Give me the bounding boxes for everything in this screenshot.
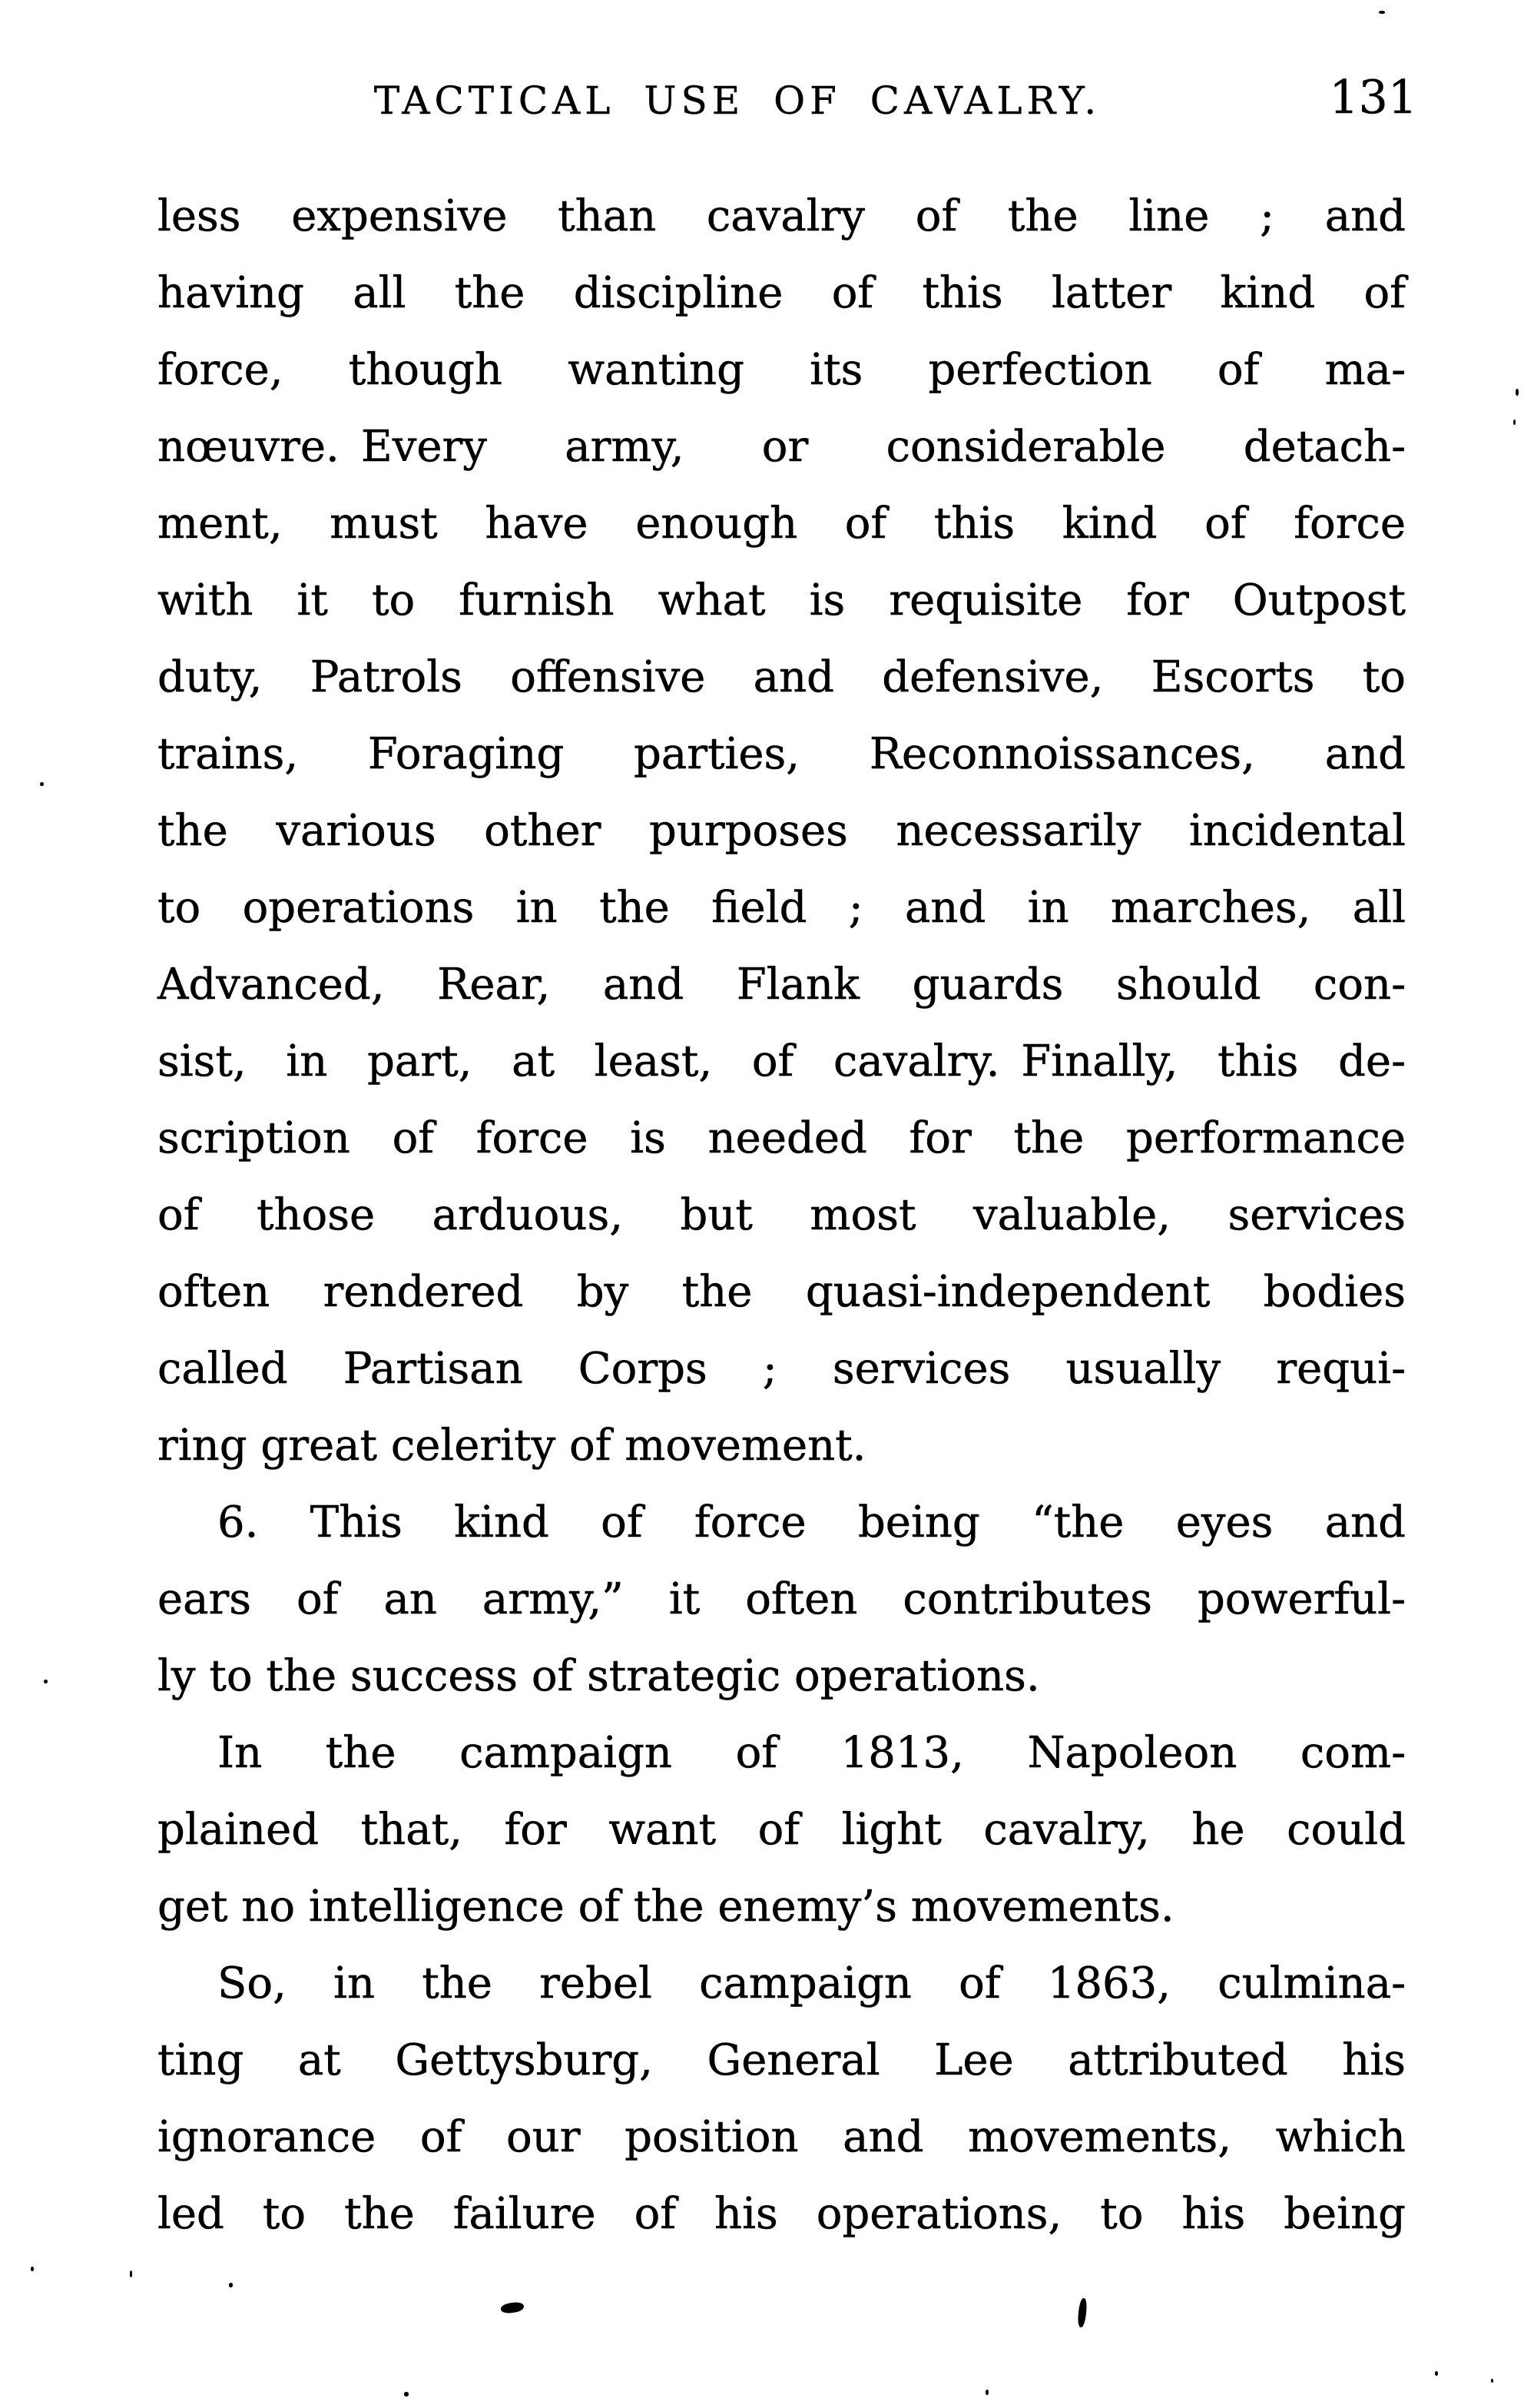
scan-speck: [130, 2270, 132, 2277]
scan-speck: [1379, 11, 1385, 14]
scan-speck: [1491, 2379, 1493, 2383]
page-number: 131: [1329, 71, 1417, 124]
page-header: [157, 71, 1417, 128]
text-line: ly to the success of strategic operations.: [157, 1651, 1040, 1701]
text-line: having all the discipline of this latter kind of: [157, 268, 1406, 318]
scan-speck: [1513, 420, 1516, 425]
text-line: of those arduous, but most valuable, services: [157, 1190, 1406, 1240]
text-line: nœuvre. Every army, or considerable detach-: [157, 422, 1406, 472]
text-line: less expensive than cavalry of the line ; and: [157, 191, 1406, 241]
text-line: force, though wanting its perfection of ma-: [157, 345, 1406, 395]
text-line: trains, Foraging parties, Reconnoissances, and: [157, 729, 1406, 779]
text-line: sist, in part, at least, of cavalry. Finally, this de-: [157, 1037, 1406, 1086]
scan-speck: [1435, 2371, 1438, 2376]
scan-speck: [31, 2267, 34, 2271]
text-line: get no intelligence of the enemy’s movements.: [157, 1882, 1175, 1932]
text-line: led to the failure of his operations, to his being: [157, 2189, 1406, 2239]
text-line: Advanced, Rear, and Flank guards should con-: [157, 960, 1406, 1010]
scan-speck: [986, 2390, 989, 2395]
text-line: So, in the rebel campaign of 1863, culmina-: [217, 1959, 1406, 2008]
scan-speck: [44, 1680, 48, 1683]
text-line: the various other purposes necessarily incidental: [157, 806, 1406, 856]
text-line: to operations in the field ; and in marches, all: [157, 883, 1406, 933]
body-text: [157, 178, 1406, 2253]
text-line: ment, must have enough of this kind of force: [157, 499, 1406, 549]
text-line: 6. This kind of force being “the eyes and: [217, 1498, 1406, 1547]
scan-speck: [1077, 2298, 1088, 2328]
text-line: ring great celerity of movement.: [157, 1421, 866, 1471]
text-line: In the campaign of 1813, Napoleon com-: [217, 1728, 1406, 1778]
text-line: ting at Gettysburg, General Lee attributed his: [157, 2035, 1406, 2085]
scan-speck: [1516, 389, 1519, 396]
scan-speck: [40, 782, 44, 786]
text-line: often rendered by the quasi-independent bodies: [157, 1267, 1406, 1317]
text-line: with it to furnish what is requisite for Outpost: [157, 575, 1406, 625]
text-line: ears of an army,” it often contributes powerful-: [157, 1574, 1406, 1624]
text-line: ignorance of our position and movements, which: [157, 2112, 1406, 2162]
text-line: duty, Patrols offensive and defensive, Escorts to: [157, 652, 1406, 702]
running-head: TACTICAL USE OF CAVALRY.: [373, 78, 1102, 123]
scan-speck: [229, 2283, 233, 2287]
scan-speck: [404, 2392, 409, 2396]
scan-speck: [500, 2301, 525, 2314]
text-line: called Partisan Corps ; services usually requi-: [157, 1344, 1406, 1394]
text-line: plained that, for want of light cavalry, he could: [157, 1805, 1406, 1855]
text-line: scription of force is needed for the performance: [157, 1113, 1406, 1163]
